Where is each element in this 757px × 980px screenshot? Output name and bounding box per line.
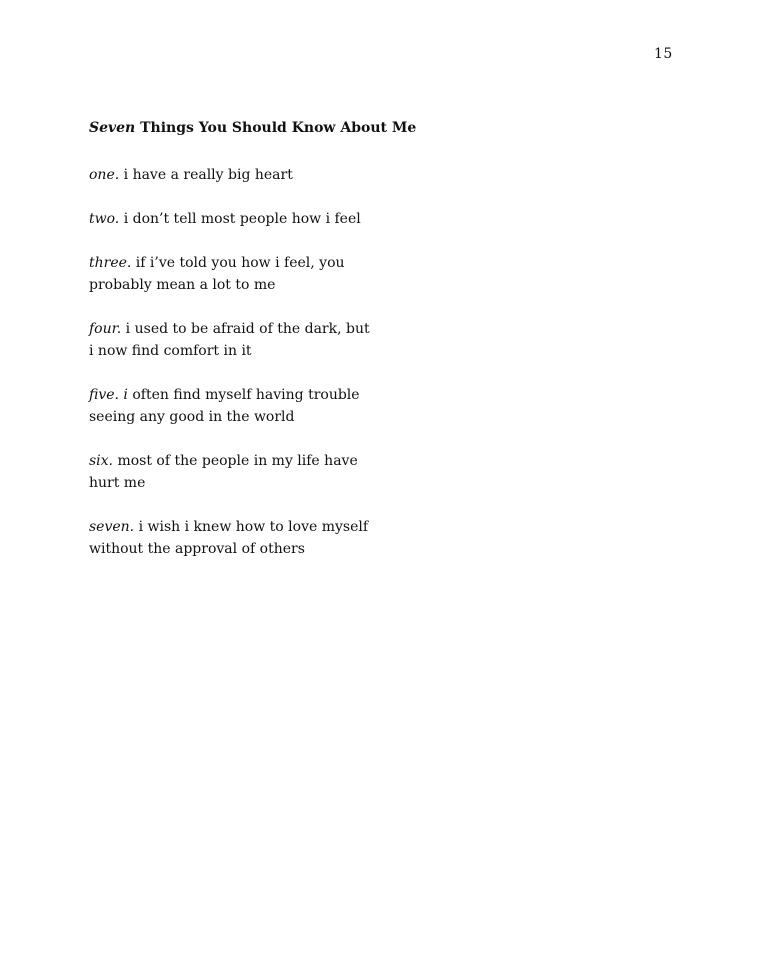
- poem-title-rest: Things You Should Know About Me: [135, 120, 417, 136]
- stanza-number: seven.: [89, 519, 135, 535]
- stanza-four: [89, 318, 509, 362]
- stanza-two: [89, 208, 509, 230]
- stanza-number: one.: [89, 167, 120, 183]
- stanza-line: often find myself having trouble: [127, 387, 360, 403]
- stanza-line: i used to be afraid of the dark, but: [121, 321, 370, 337]
- page-number: 15: [654, 46, 673, 62]
- poem-title-italic: Seven: [89, 120, 136, 136]
- stanza-line: most of the people in my life have: [113, 453, 358, 469]
- poem: [89, 118, 509, 582]
- stanza-three: [89, 252, 509, 296]
- stanza-line: without the approval of others: [89, 541, 305, 557]
- stanza-six: [89, 450, 509, 494]
- stanza-number: three.: [89, 255, 132, 271]
- stanza-number: five. i: [89, 387, 128, 403]
- stanza-line: probably mean a lot to me: [89, 277, 276, 293]
- stanza-line: hurt me: [89, 475, 146, 491]
- stanza-number: two.: [89, 211, 120, 227]
- stanza-line: i wish i knew how to love myself: [134, 519, 369, 535]
- stanza-line: if i’ve told you how i feel, you: [131, 255, 345, 271]
- stanza-one: [89, 164, 509, 186]
- stanza-line: seeing any good in the world: [89, 409, 295, 425]
- stanza-seven: [89, 516, 509, 560]
- stanza-five: [89, 384, 509, 428]
- poem-title: [89, 118, 509, 138]
- stanza-number: six.: [89, 453, 114, 469]
- stanza-line: i have a really big heart: [119, 167, 293, 183]
- stanza-line: i don’t tell most people how i feel: [119, 211, 361, 227]
- stanza-line: i now find comfort in it: [89, 343, 252, 359]
- stanza-number: four.: [89, 321, 122, 337]
